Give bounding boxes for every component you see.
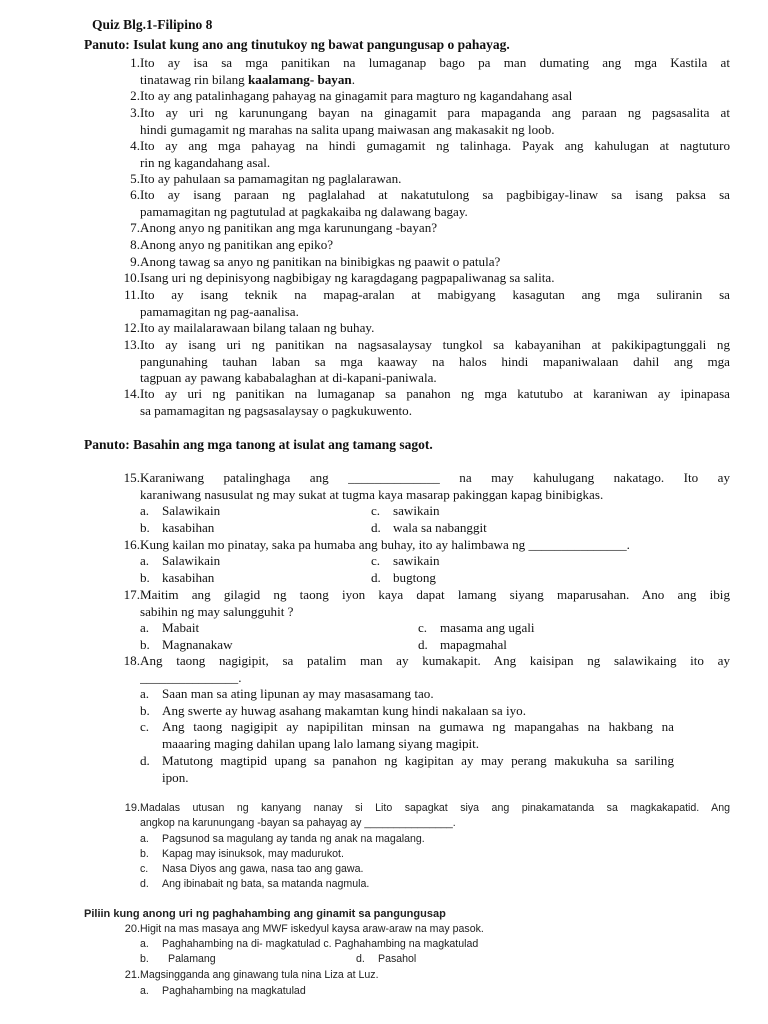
question-text: pamamagitan ng pag-aanalisa. <box>140 303 299 319</box>
question-text: Magsingganda ang ginawang tula nina Liza at Luz. <box>140 969 379 981</box>
question-keyword: kaalamang- bayan <box>248 71 352 87</box>
question-number: 17. <box>123 587 140 602</box>
question-text: Ito ay isang paraan ng paglalahad at nakatutulong sa pagbibigay-linaw sa isang paksa sa <box>140 187 730 202</box>
choice-a: a. Saan man sa ating lipunan ay may masasamang tao. <box>140 686 434 701</box>
question-text: Anong anyo ng panitikan ang mga karunungang -bayan? <box>140 220 438 235</box>
question-text: pamamagitan ng pagtutulad at pagkakaiba ng dalawang bagay. <box>140 203 468 219</box>
question-text: rin ng kagandahang asal. <box>140 154 271 170</box>
question-text: sa pamamagitan ng pagsasalaysay o pagkukuwento. <box>140 402 412 418</box>
choice-d: d. Pasahol <box>356 953 417 965</box>
question-number: 18. <box>123 653 140 668</box>
choice-d: d. Ang ibinabait ng bata, sa matanda nagmula. <box>140 878 370 890</box>
question-number: 13. <box>123 337 140 352</box>
choice-a: a. Mabait <box>140 620 200 635</box>
question-text: Ito ay pahulaan sa pamamagitan ng paglalarawan. <box>140 171 402 186</box>
choice-a: a. Salawikain <box>140 503 221 518</box>
question-number: 11. <box>124 287 140 302</box>
choice-c: c. Ang taong nagigipit ay napipilitan minsan na gumawa ng mapangahas na hakbang na maaaring maging dahilan upang lalo lamang siyang magipit. <box>140 719 674 751</box>
choice-c: c. sawikain <box>371 553 440 568</box>
question-number: 1. <box>130 55 140 70</box>
question-number: 6. <box>130 187 140 202</box>
question-text: angkop na karunungang -bayan sa pahayag ay _______________. <box>140 817 456 829</box>
choice-a-c: a. Paghahambing na di- magkatulad c. Paghahambing na magkatulad <box>140 938 479 950</box>
question-text: _______________. <box>140 669 242 685</box>
question-text: Ito ay uri ng karunungang bayan na ginagamit para mapaganda ang paraan ng pagsasalita at <box>140 105 730 120</box>
question-text: hindi gumagamit ng marahas na salita upang maiwasan ang makasakit ng loob. <box>140 121 555 137</box>
question-text: Ito ay mailalarawaan bilang talaan ng buhay. <box>140 320 375 335</box>
question-text: Ito ay isa sa mga panitikan na lumaganap bago pa man dumating ang mga Kastila at <box>140 55 730 70</box>
choice-a: a. Salawikain <box>140 553 221 568</box>
question-text: tinatawag rin bilang <box>140 71 248 87</box>
question-text: Madalas utusan ng kanyang nanay si Lito sapagkat siya ang pinakamatanda sa magkakapatid. Ang <box>140 802 730 814</box>
question-number: 12. <box>123 320 140 335</box>
question-text: Ito ay isang teknik na mapag-aralan at mabigyang kasagutan ang mga suliranin sa <box>140 287 730 302</box>
instruction-2: Panuto: Basahin ang mga tanong at isulat ang tamang sagot. <box>84 437 433 452</box>
question-text: Ito ay uri ng panitikan na lumaganap sa panahon ng mga katutubo at karaniwan ay ipinapasa <box>140 386 730 401</box>
question-text: Ito ay ang mga pahayag na hindi gumagamit ng talinhaga. Payak ang kahulugan at nagtuturo <box>140 138 730 153</box>
question-number: 8. <box>130 237 140 252</box>
question-number: 7. <box>130 220 140 235</box>
question-number: 5. <box>130 171 140 186</box>
question-number: 9. <box>130 254 140 269</box>
instruction-3: Piliin kung anong uri ng paghahambing ang ginamit sa pangungusap <box>84 908 446 920</box>
choice-d: d. wala sa nabanggit <box>371 520 487 535</box>
choice-d: d. bugtong <box>371 570 436 585</box>
question-number: 3. <box>130 105 140 120</box>
choice-b: b. kasabihan <box>140 520 215 535</box>
choice-c: c. sawikain <box>371 503 440 518</box>
question-text: Kung kailan mo pinatay, saka pa humaba ang buhay, ito ay halimbawa ng _______________. <box>140 537 630 552</box>
question-text: pangunahing tauhan laban sa mga kaaway na halos hindi mapaniwalaan dahil ang mga <box>140 353 730 369</box>
question-text: Maitim ang gilagid ng taong iyon kaya dapat lamang siyang maparusahan. Ano ang ibig <box>140 587 730 602</box>
choice-a: a. Paghahambing na magkatulad <box>140 985 306 997</box>
question-text: Ito ay isang uri ng panitikan na nagsasalaysay tungkol sa kabayanihan at pakikipagtunggali ng <box>140 337 730 352</box>
question-text: Anong tawag sa anyo ng panitikan na binibigkas ng paawit o patula? <box>140 254 501 269</box>
choice-a: a. Pagsunod sa magulang ay tanda ng anak na magalang. <box>140 833 425 845</box>
choice-b: b. Kapag may isinuksok, may madurukot. <box>140 848 344 860</box>
question-text: Karaniwang patalinghaga ang ______________ na may kahulugang nakatago. Ito ay <box>140 470 730 485</box>
question-number: 4. <box>130 138 140 153</box>
choice-b: b. Ang swerte ay huwag asahang makamtan kung hindi nakalaan sa iyo. <box>140 703 526 718</box>
question-text: . <box>351 71 355 87</box>
question-text: Isang uri ng depinisyong nagbibigay ng karagdagang pagpapaliwanag sa salita. <box>140 270 555 285</box>
question-number: 10. <box>123 270 140 285</box>
choice-c: c. masama ang ugali <box>418 620 535 635</box>
question-text: Ang taong nagigipit, sa patalim man ay kumakapit. Ang kaisipan ng salawikaing ito ay <box>140 653 730 668</box>
question-text: sabihin ng may salungguhit ? <box>140 603 294 619</box>
question-number: 2. <box>130 88 140 103</box>
question-number: 19. <box>124 802 140 814</box>
question-text: karaniwang nasusulat ng may sukat at tugma kaya masarap pakinggan kapag binibigkas. <box>140 486 604 502</box>
question-text: Anong anyo ng panitikan ang epiko? <box>140 237 334 252</box>
quiz-title: Quiz Blg.1-Filipino 8 <box>92 17 213 32</box>
choice-b: b. kasabihan <box>140 570 215 585</box>
question-number: 14. <box>123 386 140 401</box>
question-number: 20. <box>124 923 140 935</box>
question-number: 16. <box>123 537 140 552</box>
question-number: 21. <box>124 969 140 981</box>
question-text: Higit na mas masaya ang MWF iskedyul kaysa araw-araw na may pasok. <box>140 923 484 935</box>
choice-d: d. mapagmahal <box>418 637 507 652</box>
choice-b: b. Magnanakaw <box>140 637 233 652</box>
choice-b: b. Palamang <box>140 953 216 965</box>
question-text: Ito ay ang patalinhagang pahayag na ginagamit para magturo ng kagandahang asal <box>140 88 573 103</box>
choice-c: c. Nasa Diyos ang gawa, nasa tao ang gawa. <box>140 863 364 875</box>
instruction-1: Panuto: Isulat kung ano ang tinutukoy ng bawat pangungusap o pahayag. <box>84 37 510 52</box>
question-text: tagpuan ay pawang kababalaghan at di-kapani-paniwala. <box>140 370 437 386</box>
question-number: 15. <box>123 470 140 485</box>
choice-d: d. Matutong magtipid upang sa panahon ng kagipitan ay may perang makukuha sa sariling ipon. <box>140 753 674 785</box>
